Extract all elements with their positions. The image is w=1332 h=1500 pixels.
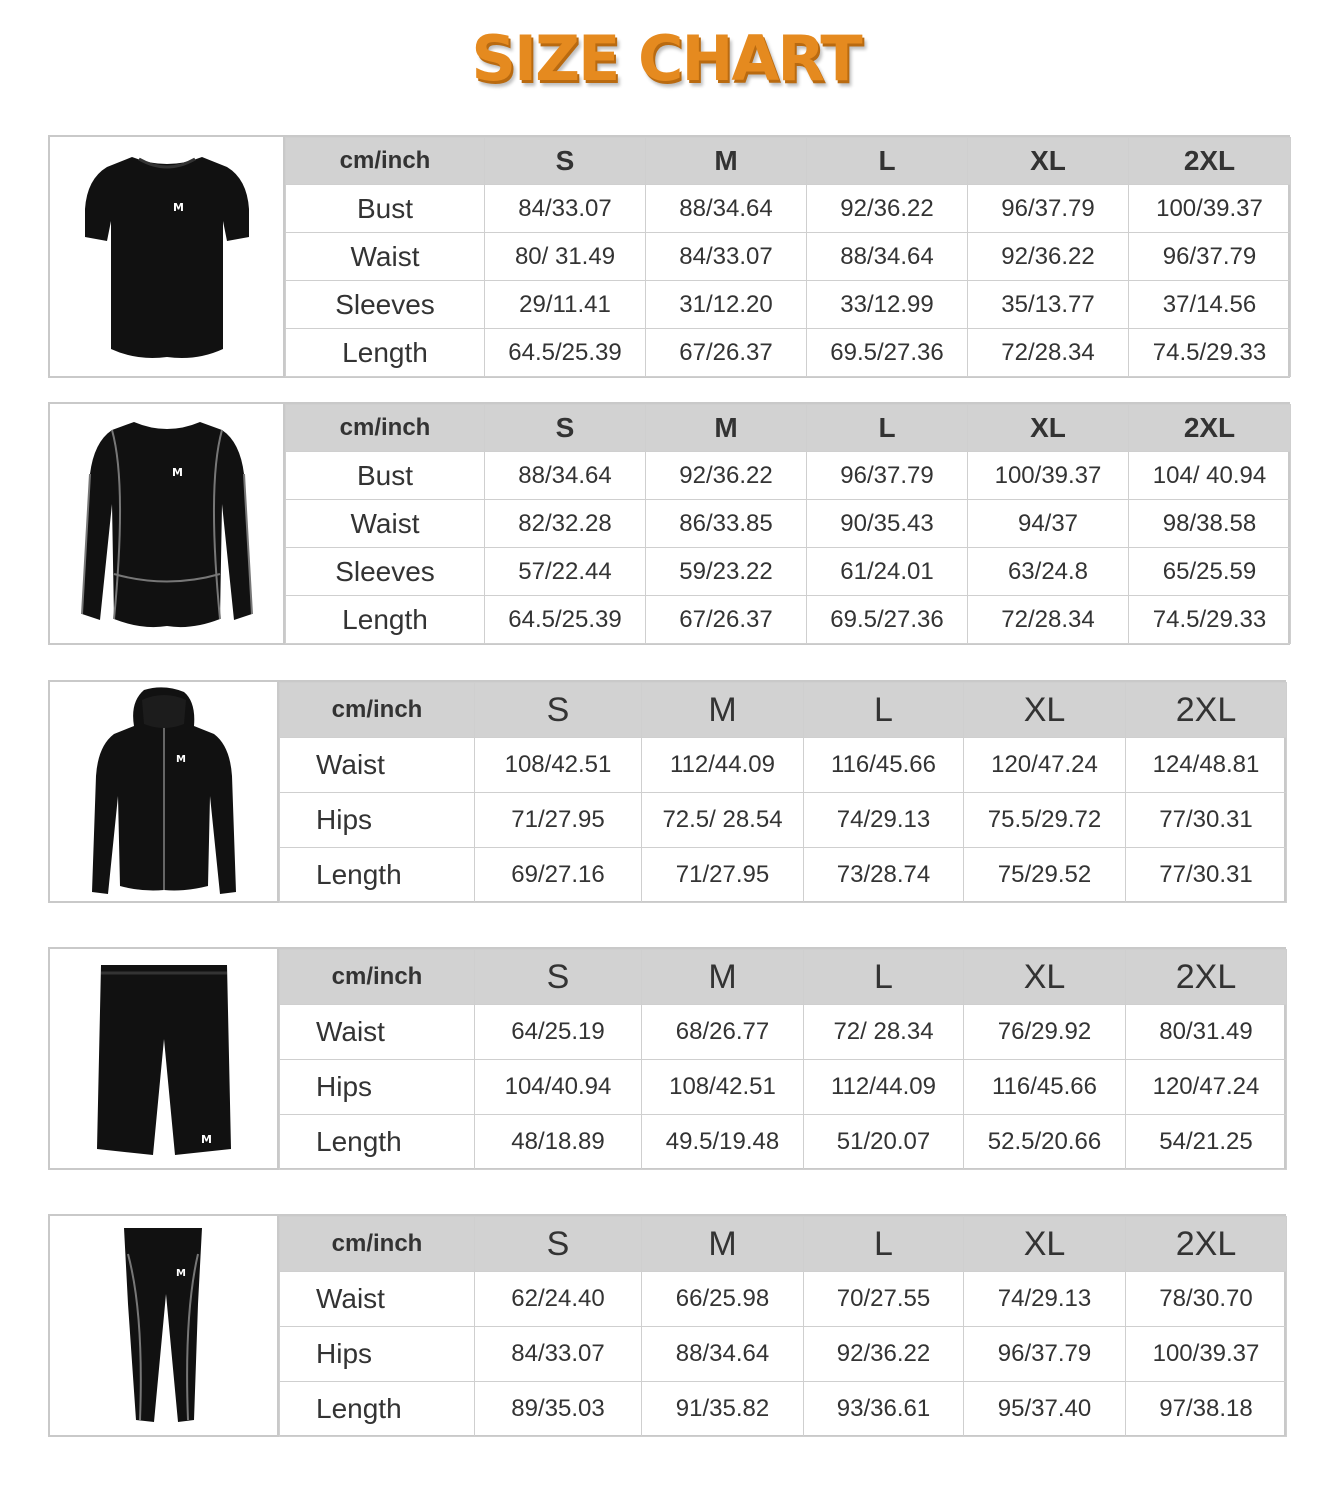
table-row [286, 596, 1291, 644]
table-cell: 124/48.81 [1126, 738, 1287, 793]
table-cell: 92/36.22 [646, 452, 807, 500]
page-title: SIZE CHART [471, 22, 861, 95]
row-label: Waist [280, 738, 475, 793]
table-cell: 67/26.37 [646, 596, 807, 644]
table-cell: 69.5/27.36 [807, 596, 968, 644]
table-header-row [280, 1217, 1287, 1272]
size-table-block-1 [48, 135, 1290, 378]
table-row [286, 329, 1291, 377]
table-cell: 72/28.34 [968, 596, 1129, 644]
table-cell: 75.5/29.72 [964, 793, 1126, 848]
table-cell: 88/34.64 [807, 233, 968, 281]
size-header-l: L [807, 405, 968, 452]
table-cell: 48/18.89 [475, 1115, 642, 1170]
size-header-l: L [804, 950, 964, 1005]
table-cell: 76/29.92 [964, 1005, 1126, 1060]
table-row [280, 1060, 1287, 1115]
size-table-block-5 [48, 1214, 1286, 1437]
table-cell: 54/21.25 [1126, 1115, 1287, 1170]
size-header-l: L [804, 1217, 964, 1272]
garment-image-cell [50, 682, 279, 901]
table-cell: 95/37.40 [964, 1382, 1126, 1437]
size-table-block-4 [48, 947, 1286, 1170]
size-header-m: M [642, 683, 804, 738]
table-cell: 65/25.59 [1129, 548, 1291, 596]
table-cell: 92/36.22 [968, 233, 1129, 281]
table-cell: 59/23.22 [646, 548, 807, 596]
table-cell: 72.5/ 28.54 [642, 793, 804, 848]
table-row [280, 793, 1287, 848]
table-cell: 64.5/25.39 [485, 596, 646, 644]
table-cell: 31/12.20 [646, 281, 807, 329]
table-cell: 64/25.19 [475, 1005, 642, 1060]
table-cell: 100/39.37 [1129, 185, 1291, 233]
table-row [280, 1272, 1287, 1327]
row-label: Length [286, 596, 485, 644]
size-header-2xl: 2XL [1126, 683, 1287, 738]
size-table [279, 682, 1287, 903]
row-label: Waist [286, 233, 485, 281]
table-cell: 64.5/25.39 [485, 329, 646, 377]
svg-text:M: M [200, 1132, 212, 1146]
table-row [280, 1327, 1287, 1382]
table-cell: 89/35.03 [475, 1382, 642, 1437]
table-cell: 80/ 31.49 [485, 233, 646, 281]
table-cell: 91/35.82 [642, 1382, 804, 1437]
size-table [279, 949, 1287, 1170]
size-header-s: S [475, 950, 642, 1005]
row-label: Length [280, 848, 475, 903]
garment-image-cell [50, 137, 285, 376]
size-table-block-2 [48, 402, 1290, 645]
table-row [286, 548, 1291, 596]
table-cell: 96/37.79 [968, 185, 1129, 233]
size-header-s: S [485, 138, 646, 185]
table-cell: 88/34.64 [646, 185, 807, 233]
table-cell: 63/24.8 [968, 548, 1129, 596]
garment-image-cell [50, 949, 279, 1168]
table-header-row [286, 405, 1291, 452]
table-cell: 88/34.64 [485, 452, 646, 500]
long-sleeve-shirt-icon [72, 414, 262, 634]
table-cell: 90/35.43 [807, 500, 968, 548]
table-header-row [286, 138, 1291, 185]
row-label: Sleeves [286, 548, 485, 596]
table-cell: 66/25.98 [642, 1272, 804, 1327]
table-cell: 104/40.94 [475, 1060, 642, 1115]
table-cell: 75/29.52 [964, 848, 1126, 903]
table-cell: 84/33.07 [475, 1327, 642, 1382]
unit-header: cm/inch [286, 405, 485, 452]
size-header-2xl: 2XL [1129, 405, 1291, 452]
row-label: Sleeves [286, 281, 485, 329]
size-header-xl: XL [964, 950, 1126, 1005]
size-table [285, 137, 1291, 377]
table-cell: 70/27.55 [804, 1272, 964, 1327]
table-cell: 92/36.22 [804, 1327, 964, 1382]
table-row [286, 281, 1291, 329]
table-cell: 96/37.79 [964, 1327, 1126, 1382]
size-header-xl: XL [964, 683, 1126, 738]
row-label: Hips [280, 1060, 475, 1115]
size-table [279, 1216, 1287, 1437]
table-cell: 51/20.07 [804, 1115, 964, 1170]
size-header-m: M [646, 138, 807, 185]
size-header-s: S [475, 683, 642, 738]
size-header-2xl: 2XL [1126, 950, 1287, 1005]
table-cell: 96/37.79 [807, 452, 968, 500]
table-cell: 100/39.37 [1126, 1327, 1287, 1382]
row-label: Hips [280, 1327, 475, 1382]
table-cell: 120/47.24 [964, 738, 1126, 793]
table-cell: 92/36.22 [807, 185, 968, 233]
row-label: Waist [280, 1272, 475, 1327]
table-cell: 77/30.31 [1126, 848, 1287, 903]
table-cell: 88/34.64 [642, 1327, 804, 1382]
table-cell: 86/33.85 [646, 500, 807, 548]
table-row [286, 233, 1291, 281]
table-cell: 71/27.95 [642, 848, 804, 903]
table-row [286, 500, 1291, 548]
table-row [286, 185, 1291, 233]
size-header-l: L [807, 138, 968, 185]
table-row [280, 848, 1287, 903]
table-row [280, 1005, 1287, 1060]
table-cell: 98/38.58 [1129, 500, 1291, 548]
size-header-xl: XL [968, 138, 1129, 185]
size-header-2xl: 2XL [1126, 1217, 1287, 1272]
table-cell: 120/47.24 [1126, 1060, 1287, 1115]
table-cell: 108/42.51 [642, 1060, 804, 1115]
table-cell: 49.5/19.48 [642, 1115, 804, 1170]
table-cell: 35/13.77 [968, 281, 1129, 329]
table-cell: 67/26.37 [646, 329, 807, 377]
table-cell: 84/33.07 [485, 185, 646, 233]
table-cell: 73/28.74 [804, 848, 964, 903]
table-cell: 37/14.56 [1129, 281, 1291, 329]
size-header-s: S [485, 405, 646, 452]
row-label: Waist [286, 500, 485, 548]
garment-image-cell [50, 1216, 279, 1435]
row-label: Length [280, 1115, 475, 1170]
table-cell: 57/22.44 [485, 548, 646, 596]
table-cell: 71/27.95 [475, 793, 642, 848]
leggings-icon [114, 1224, 214, 1428]
size-header-l: L [804, 683, 964, 738]
table-cell: 74/29.13 [804, 793, 964, 848]
row-label: Length [286, 329, 485, 377]
size-header-m: M [646, 405, 807, 452]
table-cell: 100/39.37 [968, 452, 1129, 500]
table-cell: 33/12.99 [807, 281, 968, 329]
unit-header: cm/inch [286, 138, 485, 185]
size-header-m: M [642, 1217, 804, 1272]
table-cell: 78/30.70 [1126, 1272, 1287, 1327]
table-cell: 52.5/20.66 [964, 1115, 1126, 1170]
row-label: Bust [286, 185, 485, 233]
table-cell: 29/11.41 [485, 281, 646, 329]
table-cell: 74/29.13 [964, 1272, 1126, 1327]
table-cell: 74.5/29.33 [1129, 596, 1291, 644]
table-cell: 69/27.16 [475, 848, 642, 903]
size-header-xl: XL [964, 1217, 1126, 1272]
size-table-block-3 [48, 680, 1286, 903]
size-header-m: M [642, 950, 804, 1005]
table-cell: 68/26.77 [642, 1005, 804, 1060]
hooded-jacket-icon [84, 686, 244, 898]
table-cell: 69.5/27.36 [807, 329, 968, 377]
size-header-xl: XL [968, 405, 1129, 452]
table-cell: 77/30.31 [1126, 793, 1287, 848]
table-cell: 62/24.40 [475, 1272, 642, 1327]
row-label: Length [280, 1382, 475, 1437]
table-row [280, 1115, 1287, 1170]
table-row [280, 738, 1287, 793]
table-cell: 97/38.18 [1126, 1382, 1287, 1437]
table-cell: 72/28.34 [968, 329, 1129, 377]
table-cell: 116/45.66 [804, 738, 964, 793]
svg-text:M: M [171, 465, 183, 479]
table-cell: 61/24.01 [807, 548, 968, 596]
table-cell: 116/45.66 [964, 1060, 1126, 1115]
table-cell: 112/44.09 [642, 738, 804, 793]
unit-header: cm/inch [280, 683, 475, 738]
table-cell: 94/37 [968, 500, 1129, 548]
row-label: Bust [286, 452, 485, 500]
table-header-row [280, 683, 1287, 738]
svg-text:M: M [175, 1267, 186, 1279]
table-cell: 96/37.79 [1129, 233, 1291, 281]
table-cell: 112/44.09 [804, 1060, 964, 1115]
table-cell: 82/32.28 [485, 500, 646, 548]
size-header-s: S [475, 1217, 642, 1272]
unit-header: cm/inch [280, 1217, 475, 1272]
table-header-row [280, 950, 1287, 1005]
table-row [280, 1382, 1287, 1437]
size-table [285, 404, 1291, 644]
table-cell: 108/42.51 [475, 738, 642, 793]
svg-text:M: M [175, 753, 186, 765]
row-label: Waist [280, 1005, 475, 1060]
size-header-2xl: 2XL [1129, 138, 1291, 185]
short-sleeve-shirt-icon [77, 149, 257, 364]
row-label: Hips [280, 793, 475, 848]
unit-header: cm/inch [280, 950, 475, 1005]
svg-text:M: M [172, 201, 184, 214]
table-cell: 80/31.49 [1126, 1005, 1287, 1060]
table-row [286, 452, 1291, 500]
garment-image-cell [50, 404, 285, 643]
table-cell: 72/ 28.34 [804, 1005, 964, 1060]
table-cell: 84/33.07 [646, 233, 807, 281]
table-cell: 104/ 40.94 [1129, 452, 1291, 500]
shorts-icon [89, 959, 239, 1159]
table-cell: 93/36.61 [804, 1382, 964, 1437]
table-cell: 74.5/29.33 [1129, 329, 1291, 377]
